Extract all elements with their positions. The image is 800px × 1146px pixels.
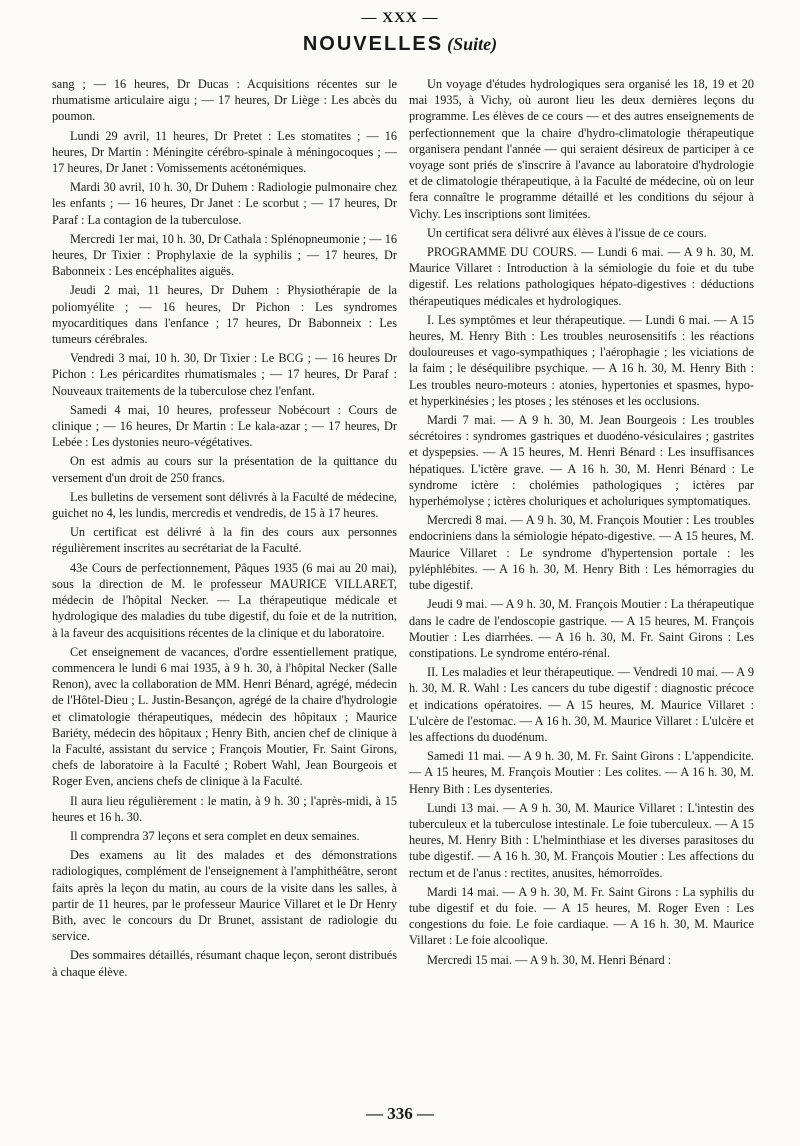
paragraph: Lundi 13 mai. — A 9 h. 30, M. Maurice Villaret : L'intestin des tuberculeux et la tuberculose intestinale. Le foie tuberculeux. — A 15 heures, M. Henry Bith : L'helminthiase et les diverses parasitoses du tube digestif. — A 16 h. 30, M. François Moutier : Les affections du rectum et de l'anus : rectites, anusites, hémorroïdes. bbox=[409, 800, 754, 880]
section-number: — XXX — bbox=[361, 10, 439, 26]
left-column bbox=[52, 76, 397, 983]
paragraph: Lundi 29 avril, 11 heures, Dr Pretet : Les stomatites ; — 16 heures, Dr Martin : Méningite cérébro-spinale à méningocoques ; — 17 heures, Dr Janet : Vomissements acétonémiques. bbox=[52, 128, 397, 176]
paragraph: Mercredi 8 mai. — A 9 h. 30, M. François Moutier : Les troubles endocriniens dans la sémiologie hépato-digestive. — A 15 heures, M. Maurice Villaret : Le syndrome d'hypertension portale : les pyléphlébites. — A 16 h. 30, M. Henry Bith : Les hémorragies du tube digestif. bbox=[409, 513, 754, 593]
paragraph: Cet enseignement de vacances, d'ordre essentiellement pratique, commencera le lundi 6 mai 1935, à 9 h. 30, à l'hôpital Necker (Salle Renon), avec la collaboration de MM. Henri Bénard, agrégé, médecin de l'Hôtel-Dieu ; L. Justin-Besançon, agrégé de la chaire d'hydrologie et climatologie thérapeutiques, médecin des hôpitaux ; Maurice Bariéty, médecin des hôpitaux ; Henry Bith, ancien chef de clinique à la Faculté, assistant du service ; François Moutier, Fr. Saint Girons, chefs de laboratoire à la Faculté ; Robert Wahl, Jean Bourgeois et Roger Even, anciens chefs de clinique à la Faculté. bbox=[52, 644, 397, 789]
paragraph: Des sommaires détaillés, résumant chaque leçon, seront distribués à chaque élève. bbox=[52, 948, 397, 979]
paragraph: Vendredi 3 mai, 10 h. 30, Dr Tixier : Le BCG ; — 16 heures Dr Pichon : Les péricardites rhumatismales ; — 17 heures, Dr Paraf : Nouveaux traitements de la tuberculose chez l'enfant. bbox=[52, 351, 397, 398]
paragraph: Mardi 7 mai. — A 9 h. 30, M. Jean Bourgeois : Les troubles sécrétoires : syndromes gastriques et duodéno-vésiculaires ; gastrites et dyspepsies. — A 15 heures, M. Henri Bénard : Les insuffisances hépatiques. L'ictère grave. — A 16 h. 30, M. Henri Bénard : Le syndrome ictère : cholémies pathologiques ; ictères par hyperhémolyse ; ictères choluriques et acholuriques symptomatiques. bbox=[409, 413, 754, 509]
paragraph: Il aura lieu régulièrement : le matin, à 9 h. 30 ; l'après-midi, à 15 heures et 16 h. 30. bbox=[52, 793, 397, 824]
paragraph: Un voyage d'études hydrologiques sera organisé les 18, 19 et 20 mai 1935, à Vichy, où auront lieu les deux dernières leçons du programme. Les élèves de ce cours — et des autres enseignements de perfectionnement que la chaire d'hydro-climatologie thérapeutique organisera pendant l'année — qui seraient désireux de participer à ce voyage sont priés de s'inscrire à l'avance au laboratoire d'hydrologie et de climatologie thérapeutique, à la Faculté de médecine, où on leur fera connaître le programme détaillé et les conditions du séjour à Vichy. Les inscriptions sont limitées. bbox=[409, 77, 754, 221]
right-column bbox=[409, 76, 754, 971]
paragraph: Des examens au lit des malades et des démonstrations radiologiques, complément de l'enseignement à l'amphithéâtre, seront faits après la leçon du matin, au cours de la visite dans les salles, à partir de 11 heures, par le professeur Maurice Villaret et le Dr Henry Bith, avec le concours du Dr Brunet, assistant de radiologie du service. bbox=[52, 848, 397, 944]
paragraph: Mardi 14 mai. — A 9 h. 30, M. Fr. Saint Girons : La syphilis du tube digestif et du foie. — A 15 heures, M. Roger Even : Les congestions du foie. Le foie cardiaque. — A 16 h. 30, M. Maurice Villaret : Le foie alcoolique. bbox=[409, 884, 754, 948]
paragraph: Un certificat est délivré à la fin des cours aux personnes régulièrement inscrites au secrétariat de la Faculté. bbox=[52, 525, 397, 556]
page-header bbox=[0, 10, 800, 56]
paragraph: Mercredi 1er mai, 10 h. 30, Dr Cathala : Splénopneumonie ; — 16 heures, Dr Tixier : Prophylaxie de la syphilis ; — 17 heures, Dr Babonneix : Les encéphalites aiguës. bbox=[52, 231, 397, 279]
paragraph: Mardi 30 avril, 10 h. 30, Dr Duhem : Radiologie pulmonaire chez les enfants ; — 16 heures, Dr Janet : Le scorbut ; — 17 heures, Dr Paraf : La contagion de la tuberculose. bbox=[52, 180, 397, 227]
paragraph: Samedi 11 mai. — A 9 h. 30, M. Fr. Saint Girons : L'appendicite. — A 15 heures, M. François Moutier : Les colites. — A 16 h. 30, M. Henry Bith : Les dysenteries. bbox=[409, 749, 754, 796]
page-title: NOUVELLES bbox=[302, 33, 444, 55]
paragraph: Les bulletins de versement sont délivrés à la Faculté de médecine, guichet no 4, les lundis, mercredis et vendredis, de 15 à 17 heures. bbox=[52, 489, 397, 521]
paragraph: Un certificat sera délivré aux élèves à l'issue de ce cours. bbox=[427, 225, 707, 240]
paragraph: PROGRAMME DU COURS. — Lundi 6 mai. — A 9 h. 30, M. Maurice Villaret : Introduction à la sémiologie du foie et du tube digestif. Les relations pathologiques hépato-digestives : déductions thérapeutiques médicales et hydrologiques. bbox=[409, 245, 754, 308]
paragraph: II. Les maladies et leur thérapeutique. — Vendredi 10 mai. — A 9 h. 30, M. R. Wahl : Les cancers du tube digestif : diagnostic précoce et indications opératoires. — A 15 heures, M. Maurice Villaret : L'ulcère de l'estomac. — A 16 h. 30, M. Maurice Villaret : L'ulcère et les affections du duodénum. bbox=[409, 665, 754, 744]
paragraph: I. Les symptômes et leur thérapeutique. — Lundi 6 mai. — A 15 heures, M. Henry Bith : Les troubles neurosensitifs : les réactions douloureuses et vago-sympathiques ; l'aérophagie ; les viciations de la faim ; le déséquilibre psychique. — A 16 h. 30, M. Henry Bith : Les troubles neuro-moteurs : atonies, hypertonies et spasmes, hypo- et hyperkinésies ; les ptoses ; les sténoses et les occlusions. bbox=[409, 312, 754, 408]
paragraph: sang ; — 16 heures, Dr Ducas : Acquisitions récentes sur le rhumatisme articulaire aigu ; — 17 heures, Dr Liège : Les abcès du poumon. bbox=[52, 77, 397, 124]
paragraph: On est admis au cours sur la présentation de la quittance du versement d'un droit de 250 francs. bbox=[52, 454, 397, 485]
title-row bbox=[0, 33, 800, 56]
page-subtitle: (Suite) bbox=[447, 34, 498, 54]
page-number: — 336 — bbox=[366, 1104, 434, 1123]
paragraph: Samedi 4 mai, 10 heures, professeur Nobécourt : Cours de clinique ; — 16 heures, Dr Martin : Le kala-azar ; — 17 heures, Dr Lebée : Les dystonies neuro-végétatives. bbox=[52, 402, 397, 450]
paragraph: Jeudi 9 mai. — A 9 h. 30, M. François Moutier : La thérapeutique dans le cadre de l'endoscopie gastrique. — A 15 heures, M. François Moutier : Les diarrhées. — A 16 h. 30, M. Fr. Saint Girons : Les constipations. Le syndrome entéro-rénal. bbox=[409, 597, 754, 660]
paragraph: Il comprendra 37 leçons et sera complet en deux semaines. bbox=[70, 828, 360, 843]
paragraph: Mercredi 15 mai. — A 9 h. 30, M. Henri Bénard : bbox=[427, 952, 672, 967]
paragraph: 43e Cours de perfectionnement, Pâques 1935 (6 mai au 20 mai), sous la direction de M. le professeur MAURICE VILLARET, médecin de l'hôpital Necker. — La thérapeutique médicale et hydrologique des maladies du tube digestif, du foie et de la nutrition, à la faveur des acquisitions récentes de la clinique et du laboratoire. bbox=[52, 560, 397, 640]
paragraph: Jeudi 2 mai, 11 heures, Dr Duhem : Physiothérapie de la poliomyélite ; — 16 heures, Dr Pichon : Les syndromes myocarditiques dans l'enfance ; 17 heures, Dr Babonneix : Les tumeurs cérébrales. bbox=[52, 283, 397, 347]
